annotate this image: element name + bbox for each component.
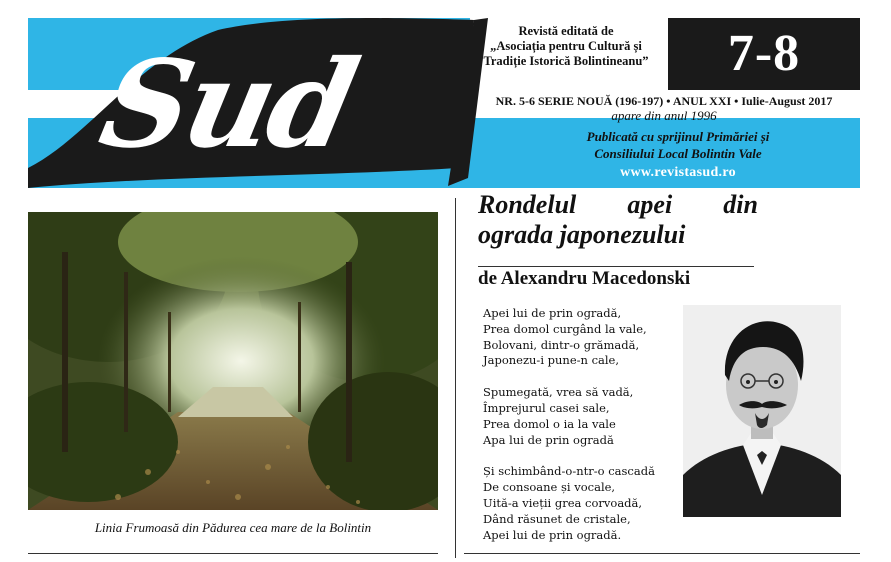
poem-stanza	[483, 385, 683, 448]
publisher-line-1: Revistă editată de	[518, 24, 614, 38]
title-rule	[478, 266, 754, 267]
website-link[interactable]: www.revistasud.ro	[620, 165, 736, 180]
poem-line: Dând răsunet de cristale,	[483, 511, 631, 526]
article-title-line-2: ograda japonezului	[478, 220, 686, 249]
column-divider	[455, 198, 456, 558]
poem-line: Prea domol curgând la vale,	[483, 321, 647, 336]
publisher-info	[466, 24, 666, 69]
forest-path-photo	[28, 212, 438, 510]
issue-details: NR. 5-6 SERIE NOUĂ (196-197) • ANUL XXI • Iulie-August 2017	[495, 94, 833, 108]
publisher-line-3: Tradiție Istorică Bolintineanu”	[483, 54, 649, 68]
article-author: de Alexandru Macedonski	[478, 268, 691, 289]
publisher-line-2: „Asociația pentru Cultură și	[490, 39, 642, 53]
poem-stanza	[483, 464, 683, 543]
poem-line: Împrejurul casei sale,	[483, 400, 610, 415]
sponsor-line-2: Consiliului Local Bolintin Vale	[594, 146, 762, 161]
author-portrait-image	[683, 305, 841, 517]
poem-line: De consoane și vocale,	[483, 480, 616, 495]
poem-line: Spumegată, vrea să vadă,	[483, 385, 634, 400]
forest-photo-image	[28, 212, 438, 510]
sponsor-line-1: Publicată cu sprijinul Primăriei și	[586, 129, 770, 144]
poem-line: Apei lui de prin ogradă,	[483, 306, 622, 320]
article-title-line-1: Rondelul apei din	[478, 190, 758, 219]
issue-number: 7-8	[727, 25, 801, 82]
bottom-rule-left	[28, 553, 438, 554]
poem-stanza	[483, 306, 683, 369]
poem-line: Prea domol o ia la vale	[483, 416, 616, 431]
founded-line: apare din anul 1996	[611, 108, 717, 123]
poem-line: Japonezu-i pune-n cale,	[483, 353, 620, 368]
poem-line: Și schimbând-o-ntr-o cascadă	[483, 464, 655, 479]
poem-line: Apei lui de prin ogradă.	[483, 527, 622, 542]
photo-caption: Linia Frumoasă din Pădurea cea mare de la Bolintin	[94, 520, 372, 535]
sponsor-info	[498, 128, 858, 162]
poem-line: Bolovani, dintr-o grămadă,	[483, 337, 640, 352]
sud-logo	[28, 18, 488, 188]
author-portrait	[683, 305, 841, 517]
article-title	[478, 190, 758, 250]
poem-line: Uită-a vieții grea corvoadă,	[483, 495, 643, 510]
poem-line: Apa lui de prin ogradă	[483, 432, 614, 447]
logo-text: Sud	[89, 33, 366, 175]
poem-text	[483, 306, 683, 559]
masthead	[28, 18, 860, 188]
